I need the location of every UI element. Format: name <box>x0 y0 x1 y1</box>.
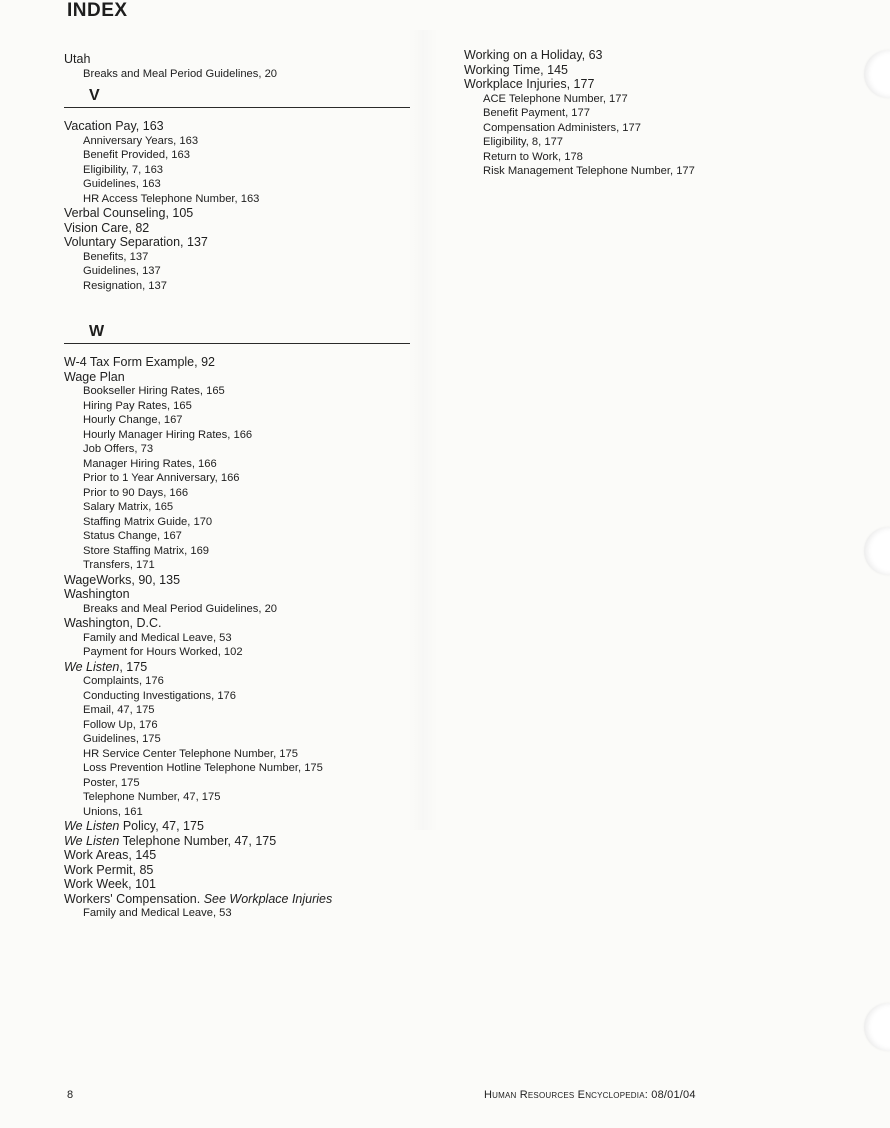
index-entry <box>464 48 804 63</box>
index-block-utah <box>64 52 414 81</box>
index-entry-text: Prior to 1 Year Anniversary, 166 <box>83 472 240 484</box>
index-entry-text: Work Areas, 145 <box>64 848 157 862</box>
index-entry <box>464 77 804 92</box>
index-entry-text: We Listen <box>64 659 120 674</box>
index-entry-text: Guidelines, 163 <box>83 178 161 190</box>
index-entry <box>64 660 414 675</box>
index-entry-text: Email, 47, 175 <box>83 704 155 716</box>
index-entry-text: Poster, 175 <box>83 776 140 789</box>
index-subentry <box>64 163 414 178</box>
index-entry <box>64 119 414 134</box>
index-entry-text: ACE Telephone Number, 177 <box>483 92 628 105</box>
index-entry-text: Benefit Payment, 177 <box>483 107 590 119</box>
index-entry-text: See Workplace Injuries <box>203 891 333 906</box>
index-entry-text: Status Change, 167 <box>83 530 182 542</box>
index-entry <box>464 63 804 78</box>
index-entry-text: Guidelines, 175 <box>83 733 161 745</box>
section-header-v <box>64 87 414 108</box>
index-entry-text: Working on a Holiday, 63 <box>464 48 603 62</box>
index-entry-text: Workplace Injuries, 177 <box>464 77 595 91</box>
section-letter: W <box>89 323 105 340</box>
index-entry-text: Utah <box>64 52 91 66</box>
index-entry-text: HR Access Telephone Number, 163 <box>83 192 260 205</box>
index-entry-text: Vision Care, 82 <box>64 220 150 235</box>
index-subentry <box>64 732 414 747</box>
index-block-v <box>64 119 414 293</box>
index-entry <box>64 877 414 892</box>
index-entry <box>64 892 414 907</box>
index-entry-text: WageWorks, 90, 135 <box>64 572 181 587</box>
index-subentry <box>64 558 414 573</box>
index-subentry <box>64 134 414 149</box>
index-entry-text: Hourly Manager Hiring Rates, 166 <box>83 428 253 441</box>
index-subentry <box>64 384 414 399</box>
index-subentry <box>64 500 414 515</box>
index-entry <box>64 848 414 863</box>
index-subentry <box>64 602 414 617</box>
index-entry-text: Guidelines, 137 <box>83 265 161 277</box>
index-subentry <box>464 106 804 121</box>
index-subentry <box>464 135 804 150</box>
index-subentry <box>64 279 414 294</box>
index-subentry <box>64 747 414 762</box>
index-entry-text: Staffing Matrix Guide, 170 <box>83 515 213 528</box>
index-column-right <box>464 48 804 179</box>
index-subentry <box>64 631 414 646</box>
binder-hole <box>864 1003 890 1051</box>
index-entry-text: Loss Prevention Hotline Telephone Number, 175 <box>83 762 323 774</box>
index-subentry <box>64 442 414 457</box>
index-entry-text: Benefit Provided, 163 <box>83 149 190 161</box>
index-entry-text: Wage Plan <box>64 369 125 384</box>
index-subentry <box>64 399 414 414</box>
index-entry <box>64 819 414 834</box>
index-entry-text: Bookseller Hiring Rates, 165 <box>83 385 225 397</box>
index-subentry <box>464 121 804 136</box>
index-subentry <box>64 529 414 544</box>
index-entry-text: Unions, 161 <box>83 805 143 818</box>
index-subentry <box>64 486 414 501</box>
index-entry <box>64 355 414 370</box>
index-entry <box>64 863 414 878</box>
index-entry-text: Washington <box>64 587 130 601</box>
index-subentry <box>64 515 414 530</box>
index-entry-text: Transfers, 171 <box>83 559 155 571</box>
index-entry-text: Eligibility, 8, 177 <box>483 136 564 148</box>
index-entry-text: Workers' Compensation. <box>64 891 204 906</box>
index-entry-text: Hourly Change, 167 <box>83 414 183 426</box>
index-entry-text: Salary Matrix, 165 <box>83 501 174 513</box>
index-entry <box>64 573 414 588</box>
index-subentry <box>64 906 414 921</box>
index-entry-text: Verbal Counseling, 105 <box>64 206 194 220</box>
index-block-w <box>64 355 414 921</box>
index-subentry <box>64 264 414 279</box>
index-entry-text: Telephone Number, 47, 175 <box>83 791 221 803</box>
index-entry <box>64 616 414 631</box>
index-entry-text: Benefits, 137 <box>83 250 149 263</box>
index-entry-text: Prior to 90 Days, 166 <box>83 486 189 499</box>
index-entry-text: Telephone Number, 47, 175 <box>119 833 277 848</box>
index-subentry <box>64 148 414 163</box>
index-subentry <box>64 718 414 733</box>
index-entry-text: Family and Medical Leave, 53 <box>83 631 232 644</box>
index-subentry <box>64 413 414 428</box>
index-subentry <box>64 776 414 791</box>
index-subentry <box>464 150 804 165</box>
index-entry-text: Hiring Pay Rates, 165 <box>83 399 192 412</box>
index-subentry <box>464 92 804 107</box>
index-subentry <box>64 761 414 776</box>
index-subentry <box>64 544 414 559</box>
index-entry-text: Family and Medical Leave, 53 <box>83 907 232 919</box>
index-entry-text: We Listen <box>64 833 120 848</box>
index-entry-text: Policy, 47, 175 <box>119 819 204 833</box>
index-subentry <box>64 805 414 820</box>
index-block-w-continued <box>464 48 804 179</box>
index-entry-text: We Listen <box>64 819 120 833</box>
index-entry-text: Return to Work, 178 <box>483 150 583 163</box>
footer-publication-title: Human Resources Encyclopedia: 08/01/04 <box>484 1089 696 1101</box>
index-column-left <box>64 52 414 921</box>
index-entry-text: HR Service Center Telephone Number, 175 <box>83 747 298 760</box>
section-header-w <box>64 323 414 344</box>
index-entry-text: Complaints, 176 <box>83 675 164 687</box>
index-subentry <box>64 703 414 718</box>
index-entry-text: Follow Up, 176 <box>83 718 158 731</box>
index-subentry <box>64 428 414 443</box>
index-entry-text: Resignation, 137 <box>83 279 167 292</box>
index-entry <box>64 834 414 849</box>
index-entry-text: Work Week, 101 <box>64 877 156 891</box>
index-entry <box>64 235 414 250</box>
footer-page-number: 8 <box>67 1089 74 1101</box>
index-entry-text: Washington, D.C. <box>64 616 162 630</box>
index-entry-text: Store Staffing Matrix, 169 <box>83 544 210 557</box>
section-divider <box>64 343 410 344</box>
index-subentry <box>64 689 414 704</box>
binder-hole <box>864 527 890 575</box>
index-subentry <box>64 457 414 472</box>
index-entry-text: Manager Hiring Rates, 166 <box>83 457 217 470</box>
index-entry <box>64 221 414 236</box>
index-entry-text: Risk Management Telephone Number, 177 <box>483 165 695 177</box>
index-entry-text: Job Offers, 73 <box>83 443 154 455</box>
index-subentry <box>64 645 414 660</box>
index-subentry <box>464 164 804 179</box>
index-entry-text: Breaks and Meal Period Guidelines, 20 <box>83 67 278 80</box>
section-divider <box>64 107 410 108</box>
index-entry-text: Conducting Investigations, 176 <box>83 689 236 702</box>
index-entry-text: Working Time, 145 <box>464 62 568 77</box>
section-letter: V <box>89 87 100 104</box>
index-entry-text: Anniversary Years, 163 <box>83 134 199 147</box>
index-entry-text: , 175 <box>119 659 148 674</box>
index-subentry <box>64 67 414 82</box>
index-entry <box>64 370 414 385</box>
page-title: INDEX <box>67 0 128 21</box>
index-subentry <box>64 471 414 486</box>
index-entry-text: Work Permit, 85 <box>64 862 154 877</box>
index-entry-text: W-4 Tax Form Example, 92 <box>64 355 215 369</box>
index-entry-text: Compensation Administers, 177 <box>483 121 641 134</box>
index-entry-text: Payment for Hours Worked, 102 <box>83 646 243 658</box>
index-entry-text: Voluntary Separation, 137 <box>64 235 208 249</box>
index-entry-text: Eligibility, 7, 163 <box>83 163 164 176</box>
binder-hole <box>864 50 890 98</box>
index-entry <box>64 206 414 221</box>
index-subentry <box>64 192 414 207</box>
index-entry-text: Breaks and Meal Period Guidelines, 20 <box>83 602 278 615</box>
index-entry <box>64 587 414 602</box>
index-subentry <box>64 674 414 689</box>
index-subentry <box>64 250 414 265</box>
index-subentry <box>64 177 414 192</box>
index-subentry <box>64 790 414 805</box>
index-entry-text: Vacation Pay, 163 <box>64 119 164 133</box>
index-entry <box>64 52 414 67</box>
